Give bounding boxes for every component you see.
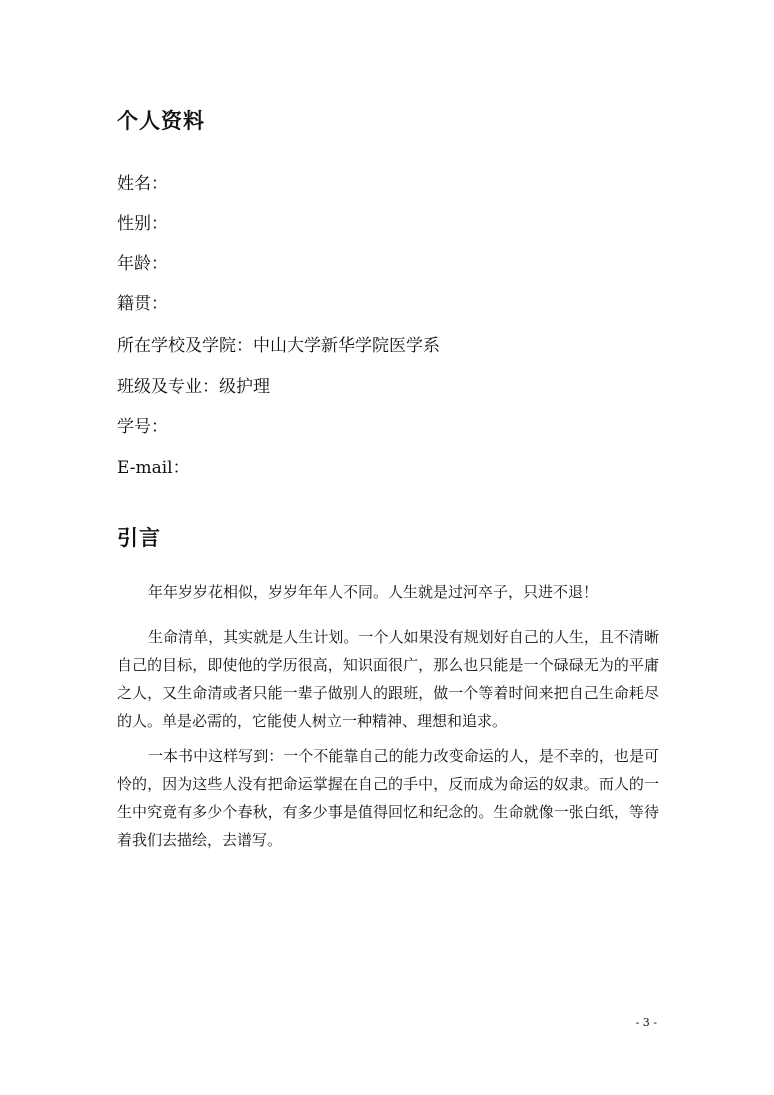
gender-field: 性别： xyxy=(117,214,168,234)
intro-paragraph-3: 一本书中这样写到：一个不能靠自己的能力改变命运的人，是不幸的，也是可怜的，因为这些人没有把命运掌握在自己的手中，反而成为命运的奴隶。而人的一生中究竟有多少个春秋，有多少事是值得回忆和纪念的。生命就像一张白纸，等待着我们去描绘，去谱写。 xyxy=(117,747,659,849)
intro-paragraph-1: 年年岁岁花相似，岁岁年年人不同。人生就是过河卒子，只进不退！ xyxy=(148,583,599,601)
intro-heading: 引言 xyxy=(117,525,161,550)
age-field: 年龄： xyxy=(117,254,168,274)
profile-heading: 个人资料 xyxy=(117,108,205,133)
hometown-field: 籍贯： xyxy=(117,294,168,314)
school-field: 所在学校及学院：中山大学新华学院医学系 xyxy=(117,336,440,356)
student-id-field: 学号： xyxy=(117,417,168,437)
page-number: - 3 - xyxy=(635,1016,657,1029)
email-field: E-mail： xyxy=(117,458,190,478)
intro-paragraph-2: 生命清单，其实就是人生计划。一个人如果没有规划好自己的人生，且不清晰自己的目标，即使他的学历很高，知识面很广，那么也只能是一个碌碌无为的平庸之人，又生命清或者只能一辈子做别人的跟班，做一个等着时间来把自己生命耗尽的人。单是必需的，它能使人树立一种精神、理想和追求。 xyxy=(117,628,659,730)
name-field: 姓名： xyxy=(117,174,168,194)
class-major-field: 班级及专业：级护理 xyxy=(117,377,270,397)
